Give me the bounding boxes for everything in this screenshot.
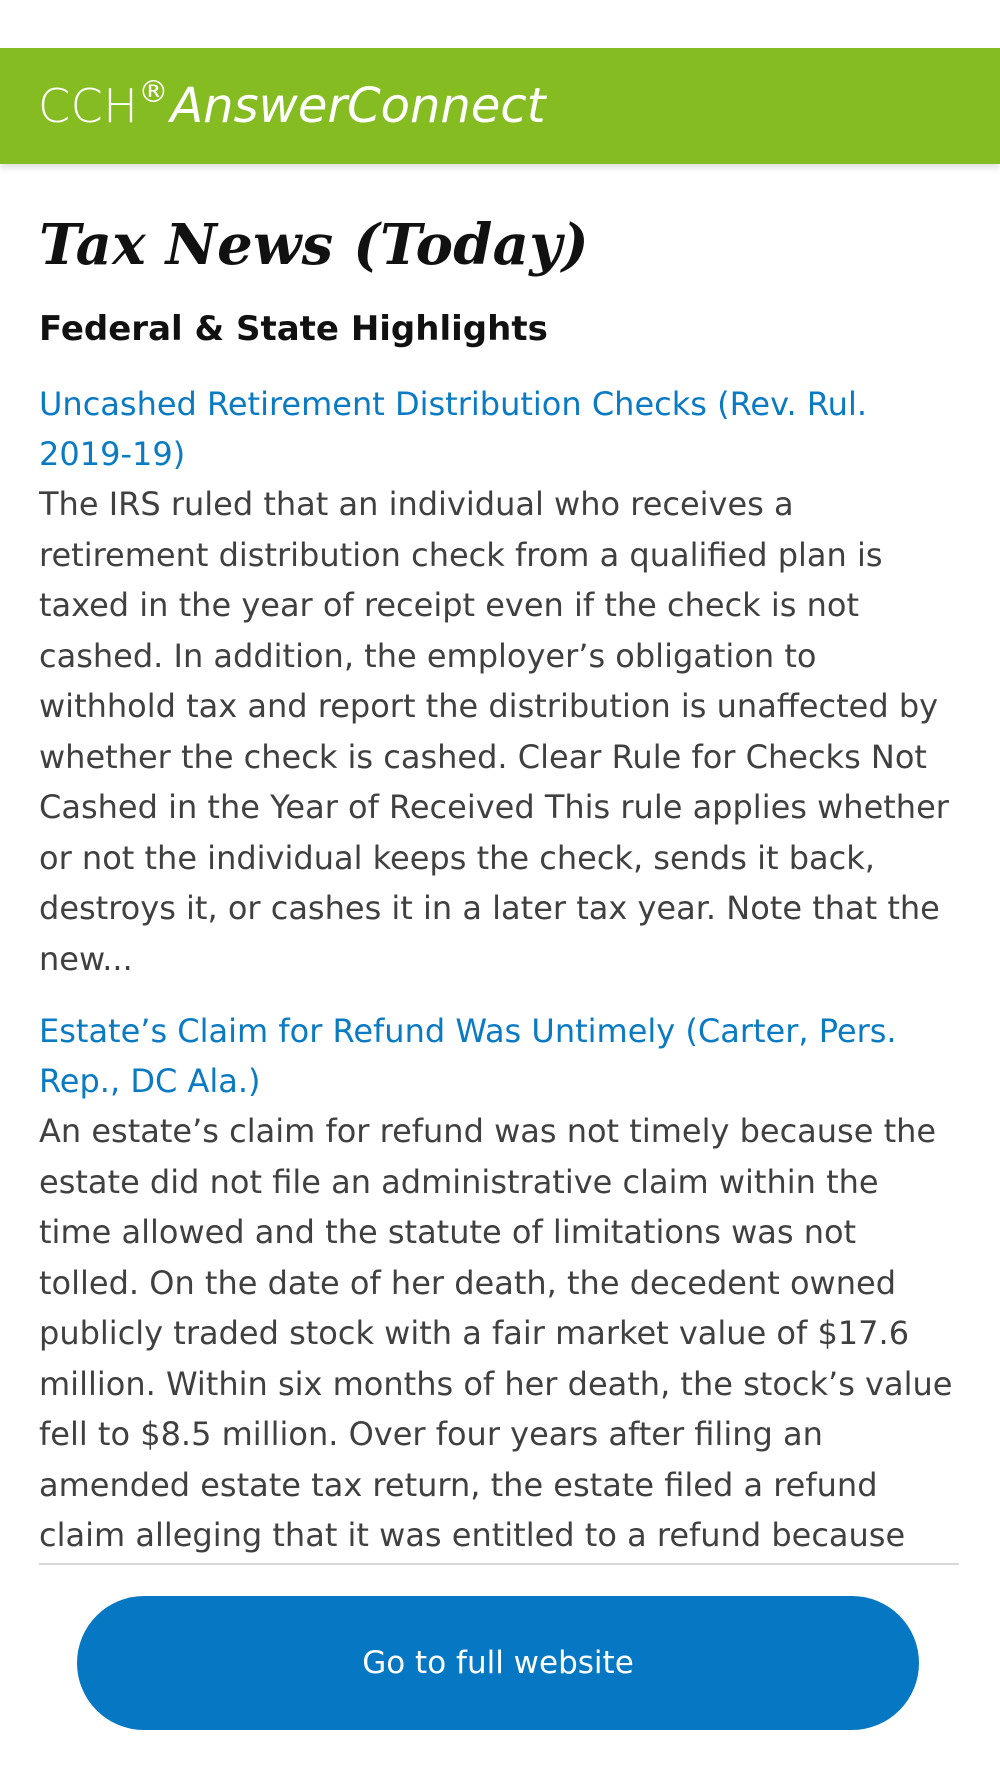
go-to-full-website-button[interactable]: Go to full website bbox=[77, 1596, 919, 1730]
registered-mark: ® bbox=[138, 74, 169, 110]
section-title: Federal & State Highlights bbox=[39, 309, 548, 349]
article-summary: The IRS ruled that an individual who receives a retirement distribution check from a qualified plan is taxed in the year of receipt even if the check is not cashed. In addition, the employer’s obligation to withhold tax and report the distribution is unaffected by whether the check is cashed. Clear Rule for Checks Not Cashed in the Year of Received This rule applies whether or not the individual keeps the check, sends it back, destroys it, or cashes it in a later tax year. Note that the new... bbox=[39, 485, 949, 978]
article-title-link[interactable]: Uncashed Retirement Distribution Checks (Rev. Rul. 2019-19) bbox=[39, 385, 867, 473]
news-article bbox=[39, 379, 959, 984]
news-content[interactable] bbox=[39, 205, 959, 1565]
app-header bbox=[0, 48, 1000, 164]
brand-product-name: AnswerConnect bbox=[170, 78, 546, 134]
page-title: Tax News (Today) bbox=[39, 212, 589, 278]
article-title-link[interactable]: Estate’s Claim for Refund Was Untimely (Carter, Pers. Rep., DC Ala.) bbox=[39, 1012, 897, 1100]
news-article bbox=[39, 1006, 959, 1561]
article-summary: An estate’s claim for refund was not timely because the estate did not file an administrative claim within the time allowed and the statute of limitations was not tolled. On the date of her death, the decedent owned publicly traded stock with a fair market value of $17.6 million. Within six months of her death, the stock’s value fell to $8.5 million. Over four years after filing an amended estate tax return, the estate filed a refund claim alleging that it was entitled to a refund because bbox=[39, 1112, 953, 1554]
brand-prefix: CCH bbox=[38, 79, 139, 133]
